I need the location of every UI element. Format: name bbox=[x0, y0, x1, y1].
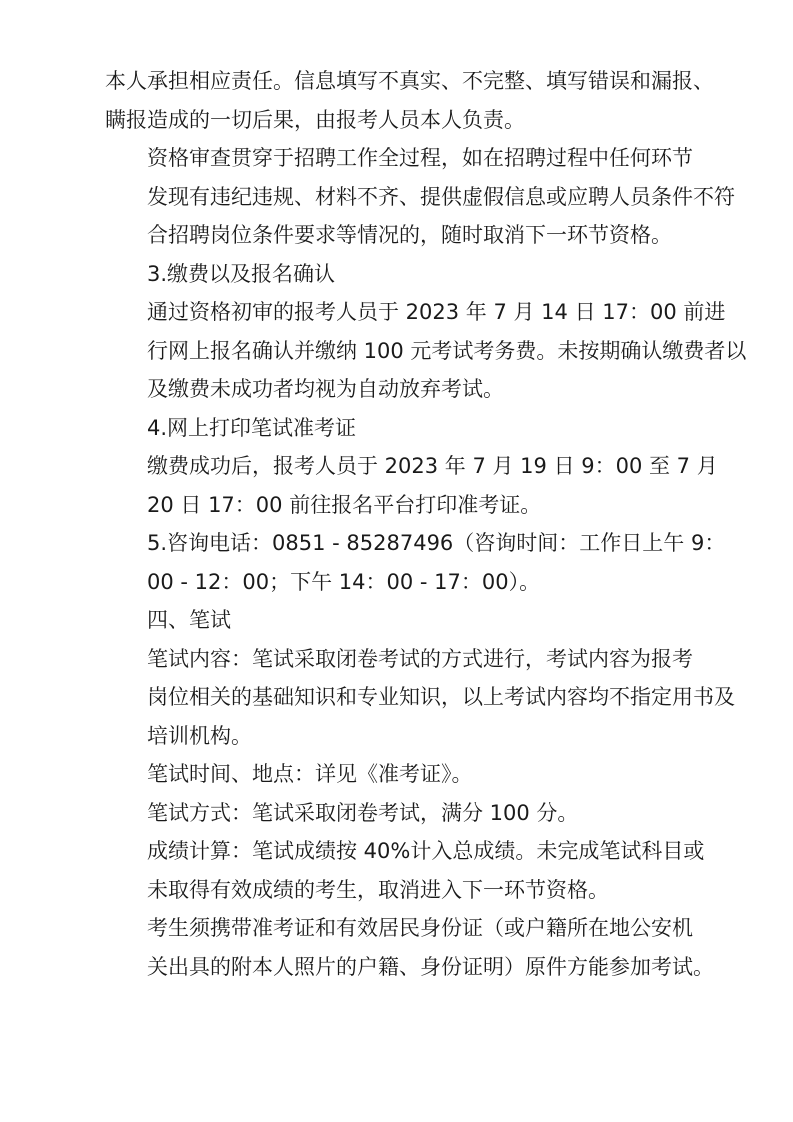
text-line: 合招聘岗位条件要求等情况的，随时取消下一环节资格。 bbox=[147, 223, 672, 247]
text-line: 行网上报名确认并缴纳 100 元考试考务费。未按期确认缴费者以 bbox=[147, 338, 747, 363]
text-line: 未取得有效成绩的考生，取消进入下一环节资格。 bbox=[147, 877, 609, 902]
text-line: 3.缴费以及报名确认 bbox=[147, 261, 336, 286]
text-line: 瞒报造成的一切后果，由报考人员本人负责。 bbox=[105, 107, 525, 132]
text-line: 本人承担相应责任。信息填写不真实、不完整、填写错误和漏报、 bbox=[105, 69, 714, 93]
text-line: 5.咨询电话：0851 - 85287496（咨询时间：工作日上午 9： bbox=[147, 531, 726, 555]
text-line: 缴费成功后，报考人员于 2023 年 7 月 19 日 9：00 至 7 月 bbox=[147, 454, 718, 478]
section-heading-payment bbox=[105, 255, 703, 294]
text-line: 4.网上打印笔试准考证 bbox=[147, 415, 357, 440]
text-line: 笔试方式：笔试采取闭卷考试，满分 100 分。 bbox=[147, 800, 579, 825]
text-line: 发现有违纪违规、材料不齐、提供虚假信息或应聘人员条件不符 bbox=[147, 184, 735, 209]
text-line: 考生须携带准考证和有效居民身份证（或户籍所在地公安机 bbox=[147, 916, 693, 940]
text-line: 资格审查贯穿于招聘工作全过程，如在招聘过程中任何环节 bbox=[147, 146, 693, 170]
section-heading-admission-ticket bbox=[105, 409, 703, 448]
paragraph-contact-phone bbox=[105, 524, 726, 601]
paragraph-payment bbox=[105, 293, 747, 409]
paragraph-required-documents bbox=[105, 909, 714, 986]
paragraph-exam-time-location bbox=[105, 755, 703, 794]
paragraph-qualification-review bbox=[105, 139, 735, 255]
text-line: 笔试内容：笔试采取闭卷考试的方式进行，考试内容为报考 bbox=[147, 646, 693, 671]
section-heading-written-exam bbox=[105, 601, 703, 640]
text-line: 培训机构。 bbox=[147, 723, 252, 748]
paragraph-admission-ticket bbox=[105, 447, 718, 524]
text-line: 成绩计算：笔试成绩按 40%计入总成绩。未完成笔试科目或 bbox=[147, 839, 705, 863]
text-line: 通过资格初审的报考人员于 2023 年 7 月 14 日 17：00 前进 bbox=[147, 300, 726, 324]
paragraph-exam-content bbox=[105, 640, 735, 756]
text-line: 笔试时间、地点：详见《准考证》。 bbox=[147, 762, 473, 786]
text-line: 岗位相关的基础知识和专业知识，以上考试内容均不指定用书及 bbox=[147, 685, 735, 709]
text-line: 20 日 17：00 前往报名平台打印准考证。 bbox=[147, 492, 542, 517]
paragraph-score-calculation bbox=[105, 832, 703, 909]
paragraph-exam-format bbox=[105, 794, 703, 833]
text-line: 00 - 12：00；下午 14：00 - 17：00）。 bbox=[147, 569, 541, 594]
text-line: 四、笔试 bbox=[147, 608, 231, 632]
document-body bbox=[105, 62, 747, 986]
text-line: 及缴费未成功者均视为自动放弃考试。 bbox=[147, 377, 504, 401]
paragraph-responsibility bbox=[105, 62, 714, 139]
text-line: 关出具的附本人照片的户籍、身份证明）原件方能参加考试。 bbox=[147, 954, 714, 979]
